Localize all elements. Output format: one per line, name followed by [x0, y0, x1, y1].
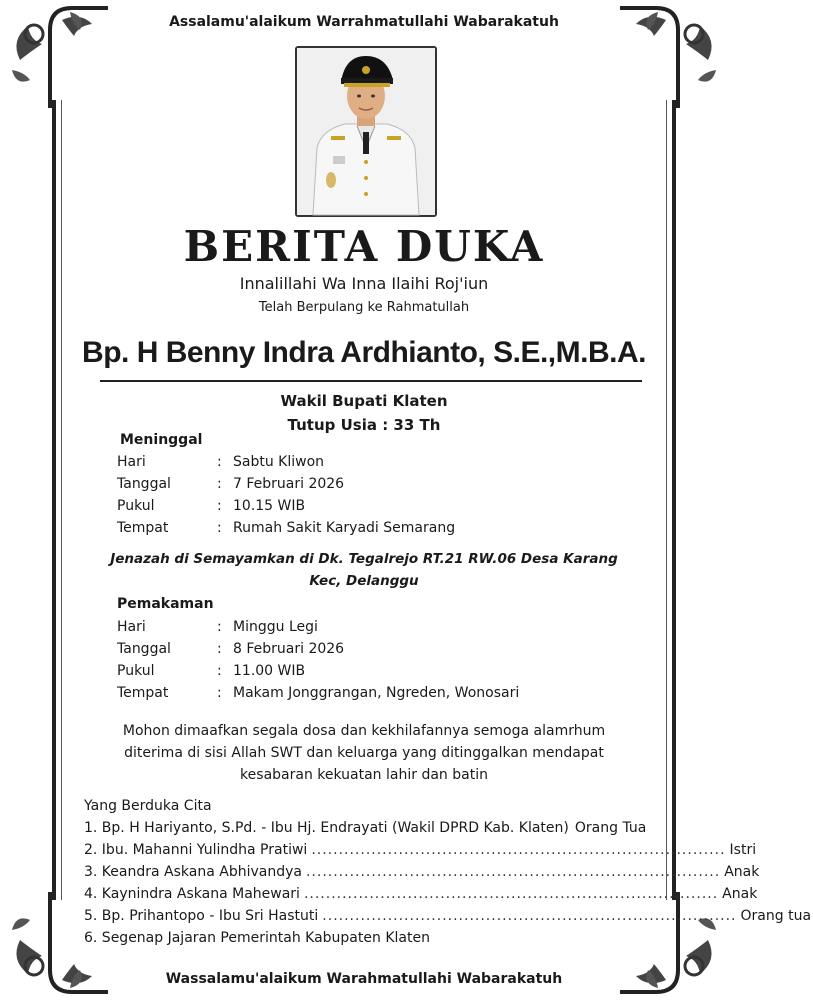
- subtitle-passed-away: Telah Berpulang ke Rahmatullah: [258, 300, 470, 315]
- leader-dots: ............................................................................: [303, 886, 719, 902]
- detail-label: Pukul: [117, 498, 155, 514]
- detail-row: [117, 685, 597, 707]
- detail-row: [117, 498, 597, 520]
- portrait-photo: [295, 46, 437, 217]
- mourner-relation: Orang tua: [740, 908, 812, 924]
- detail-colon: :: [217, 454, 222, 470]
- mourner-relation: Anak: [724, 864, 760, 880]
- apology-line: diterima di sisi Allah SWT dan keluarga yang ditinggalkan mendapat: [124, 745, 604, 761]
- detail-row: [117, 520, 597, 542]
- apology-line: Mohon dimaafkan segala dosa dan kekhilafannya semoga alamrhum: [122, 723, 606, 739]
- mourner-item: [84, 842, 757, 858]
- official-portrait-illustration: [297, 48, 435, 215]
- leader-dots: ............................................................................: [305, 864, 721, 880]
- detail-label: Tempat: [117, 685, 169, 701]
- detail-row: [117, 641, 597, 663]
- apology-paragraph: [0, 720, 728, 786]
- opening-greeting: Assalamu'alaikum Warrahmatullahi Wabarakatuh: [169, 14, 559, 30]
- detail-colon: :: [217, 641, 222, 657]
- subtitle-prayer: Innalillahi Wa Inna Ilaihi Roj'iun: [239, 274, 489, 293]
- detail-value: 8 Februari 2026: [233, 641, 345, 657]
- deceased-name: Bp. H Benny Indra Ardhianto, S.E.,M.B.A.: [82, 336, 646, 369]
- leader-dots: ............................................................................: [322, 908, 737, 924]
- funeral-home-note-line2: Kec, Delanggu: [309, 573, 419, 589]
- mourner-relation: Istri: [729, 842, 757, 858]
- deceased-position: Wakil Bupati Klaten: [280, 392, 448, 410]
- mourner-name: 2. Ibu. Mahanni Yulindha Pratiwi: [84, 842, 308, 858]
- mourner-name: 4. Kaynindra Askana Mahewari: [84, 886, 300, 902]
- detail-value: 7 Februari 2026: [233, 476, 345, 492]
- detail-label: Pukul: [117, 663, 155, 679]
- leader-dots: ............................................................................: [311, 842, 726, 858]
- funeral-home-note-line1: Jenazah di Semayamkan di Dk. Tegalrejo RT.21 RW.06 Desa Karang: [110, 551, 618, 567]
- detail-label: Hari: [117, 619, 146, 635]
- mourner-relation: Anak: [722, 886, 758, 902]
- section-heading-meninggal: Meninggal: [120, 432, 203, 448]
- detail-colon: :: [217, 685, 222, 701]
- mourners-heading: Yang Berduka Cita: [84, 798, 212, 814]
- deceased-age: Tutup Usia : 33 Th: [287, 416, 441, 434]
- detail-value: Sabtu Kliwon: [233, 454, 325, 470]
- detail-row: [117, 619, 597, 641]
- mourner-name: 1. Bp. H Hariyanto, S.Pd. - Ibu Hj. Endrayati (Wakil DPRD Kab. Klaten): [84, 820, 569, 836]
- detail-row: [117, 663, 597, 685]
- mourner-item: [84, 864, 760, 880]
- mourner-name: 3. Keandra Askana Abhivandya: [84, 864, 302, 880]
- detail-value: Minggu Legi: [233, 619, 318, 635]
- page-title: BERITA DUKA: [183, 222, 545, 271]
- detail-colon: :: [217, 520, 222, 536]
- mourner-name: 6. Segenap Jajaran Pemerintah Kabupaten Klaten: [84, 930, 430, 946]
- detail-colon: :: [217, 476, 222, 492]
- mourner-item: [84, 886, 758, 902]
- detail-value: Rumah Sakit Karyadi Semarang: [233, 520, 456, 536]
- mourner-item: [84, 930, 664, 946]
- mourner-relation: Orang Tua: [574, 820, 647, 836]
- detail-value: Makam Jonggrangan, Ngreden, Wonosari: [233, 685, 520, 701]
- detail-row: [117, 476, 597, 498]
- closing-greeting: Wassalamu'alaikum Warahmatullahi Wabarakatuh: [165, 971, 563, 987]
- detail-label: Tanggal: [117, 641, 171, 657]
- name-underline-divider: [100, 380, 642, 382]
- detail-row: [117, 454, 597, 476]
- section-heading-pemakaman: Pemakaman: [117, 596, 214, 612]
- apology-line: kesabaran kekuatan lahir dan batin: [240, 767, 488, 783]
- mourner-name: 5. Bp. Prihantopo - Ibu Sri Hastuti: [84, 908, 319, 924]
- detail-value: 11.00 WIB: [233, 663, 306, 679]
- detail-value: 10.15 WIB: [233, 498, 306, 514]
- mourner-item: [84, 908, 812, 924]
- detail-label: Hari: [117, 454, 146, 470]
- detail-colon: :: [217, 498, 222, 514]
- mourner-item: [84, 820, 664, 836]
- detail-label: Tanggal: [117, 476, 171, 492]
- detail-colon: :: [217, 619, 222, 635]
- detail-label: Tempat: [117, 520, 169, 536]
- detail-colon: :: [217, 663, 222, 679]
